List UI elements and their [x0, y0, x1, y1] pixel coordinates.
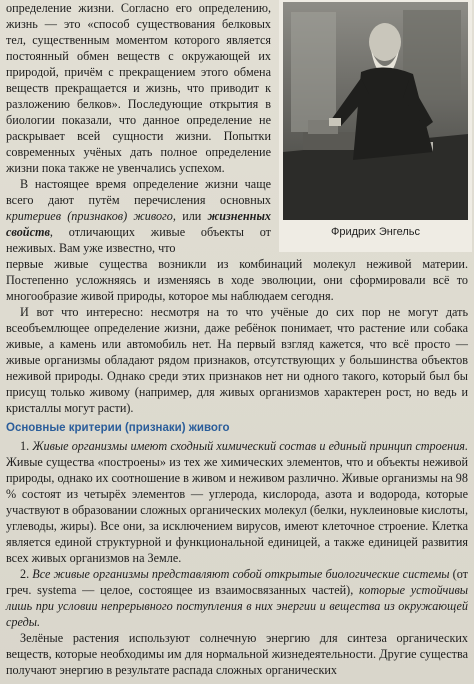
criterion-1-title: Живые организмы имеют сходный химический состав и единый принцип строения. [32, 439, 468, 453]
criterion-1-text: Живые существа «построены» из тех же химических элементов, что и объекты неживой природы, однако их соотношение в живом и неживом различно. Живые организмы на 98 % состоят из четырёх элементов — углерода, кислорода, азота и водорода, которые участвуют в образовании сложных органических молекул (белки, нуклеиновые кислоты, углеводы, жиры). Все они, за исключением вирусов, имеют клеточное строение. Клетка является единой структурной и функциональной единицей, а также единицей развития всех живых организмов на Земле. [6, 455, 468, 565]
criterion-1-number: 1. [20, 439, 33, 453]
top-column-text [6, 0, 271, 256]
criterion-2-title-b: которые устойчивы лишь при условии непрерывного поступления в них энергии и вещества из окружающей среды. [6, 583, 468, 629]
paragraph-evolution: первые живые существа возникли из комбинаций молекул неживой материи. Постепенно усложняясь и изменяясь в ходе эволюции, они сформировали всё то многообразие живой природы, которое мы наблюдаем сегодня. [6, 257, 468, 303]
criteria-intro-mid: , или [172, 209, 208, 223]
section-heading: Основные критерии (признаки) живого [6, 422, 230, 434]
criteria-intro-start: В настоящее время определение жизни чаще всего дают путём перечисления основных [6, 177, 271, 207]
criterion-1 [6, 438, 468, 566]
term-life-properties: жизненных свойств [6, 209, 271, 239]
criterion-2-number: 2. [20, 567, 33, 581]
main-text [6, 256, 468, 678]
paragraph-engels-definition: определение жизни. Согласно его определению, жизнь — это «способ существования белковых тел, существенным моментом которого является постоянный обмен веществ с окружающей их природой, причём с прекращением этого обмена веществ прекращается и жизнь, что приводит к разложению белков». Последующие открытия в биологии показали, что данное определение не раскрывает всей сущности жизни. Попытки современных учёных дать полное определение жизни пока также не увенчались успехом. [6, 1, 271, 175]
figure-engels [279, 0, 472, 252]
paragraph-interesting: И вот что интересно: несмотря на то что учёные до сих пор не могут дать всеобъемлющее определение жизни, даже ребёнок понимает, что растение или собака живые, а камень или автомобиль нет. На первый взгляд кажется, что всё просто — живые организмы обладают рядом признаков, отсутствующих у большинства объектов неживой природы. Однако среди этих признаков нет ни одного такого, который был бы присущ только живому (например, для живых организмов характерен рост, но ведь и кристаллы могут расти). [6, 305, 468, 415]
criterion-2-paren: (от греч. systema — целое, состоящее из взаимосвязанных частей), [6, 567, 468, 597]
paragraph-criteria-intro [6, 176, 271, 256]
criterion-2-title-a: Все живые организмы представляют собой открытые биологические системы [32, 567, 450, 581]
engels-illustration [283, 2, 468, 220]
paragraph-plants: Зелёные растения используют солнечную энергию для синтеза органических веществ, которые необходимы им для нормальной жизнедеятельности. Другие существа получают энергию в результате распада сложных органических [6, 631, 468, 677]
term-criteria: критериев (признаков) живого [6, 209, 173, 223]
engels-photo [283, 2, 468, 220]
figure-caption: Фридрих Энгельс [330, 226, 420, 238]
criteria-intro-end: , отличающих живые объекты от неживых. Вам уже известно, что [6, 225, 271, 255]
criterion-2 [6, 566, 468, 630]
